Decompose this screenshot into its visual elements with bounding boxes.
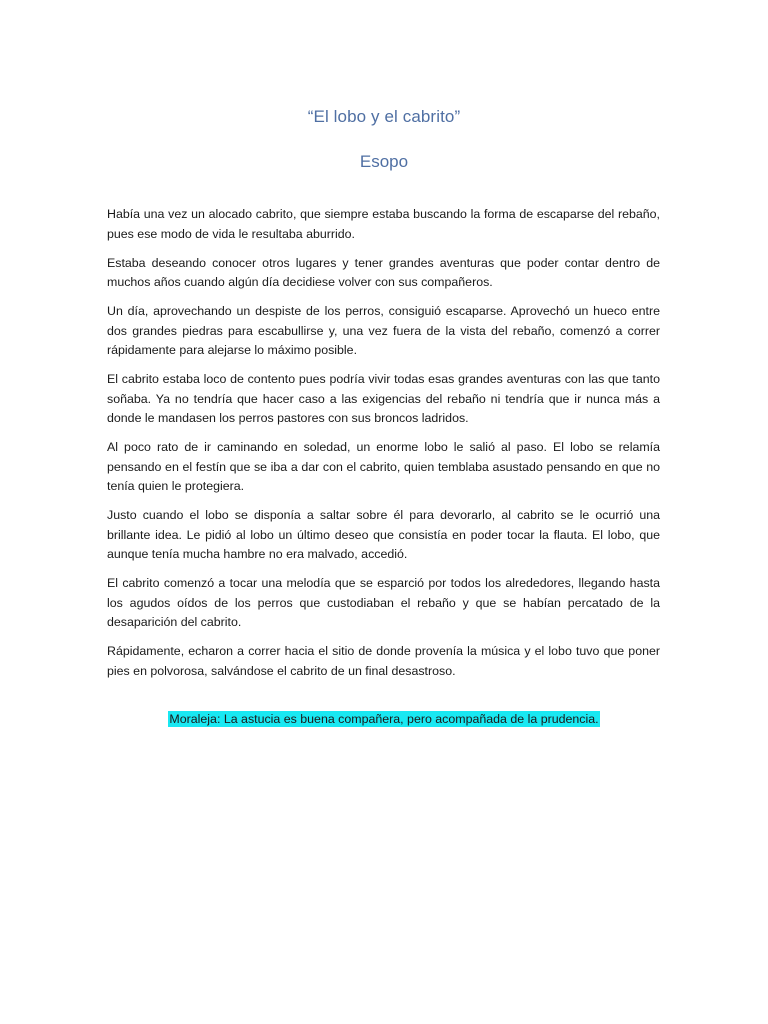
paragraph: Al poco rato de ir caminando en soledad, un enorme lobo le salió al paso. El lobo se relamía pensando en el festín que se iba a dar con el cabrito, quien temblaba asustado pensando en que no tenía quien le protegiera.	[107, 440, 660, 493]
paragraph: Rápidamente, echaron a correr hacia el sitio de donde provenía la música y el lobo tuvo que poner pies en polvorosa, salvándose el cabrito de un final desastroso.	[107, 644, 660, 678]
paragraph: Estaba deseando conocer otros lugares y tener grandes aventuras que poder contar dentro de muchos años cuando algún día decidiese volver con sus compañeros.	[107, 255, 660, 289]
paragraph: El cabrito comenzó a tocar una melodía que se esparció por todos los alrededores, llegando hasta los agudos oídos de los perros que custodiaban el rebaño y que se habían percatado de la desaparición del cabrito.	[107, 576, 660, 629]
story-title: “El lobo y el cabrito”	[307, 107, 461, 126]
moral-line	[0, 710, 768, 729]
paragraph: Había una vez un alocado cabrito, que siempre estaba buscando la forma de escaparse del rebaño, pues ese modo de vida le resultaba aburrido.	[107, 207, 660, 241]
story-body	[107, 205, 660, 691]
story-author: Esopo	[359, 152, 409, 171]
moral-highlighted-text: Moraleja: La astucia es buena compañera, pero acompañada de la prudencia.	[169, 712, 599, 726]
paragraph: El cabrito estaba loco de contento pues podría vivir todas esas grandes aventuras con las que tanto soñaba. Ya no tendría que hacer caso a las exigencias del rebaño ni tendría que ir nunca más a donde le mandasen los perros pastores con sus broncos ladridos.	[107, 372, 660, 425]
paragraph: Un día, aprovechando un despiste de los perros, consiguió escaparse. Aprovechó un hueco entre dos grandes piedras para escabullirse y, una vez fuera de la vista del rebaño, comenzó a correr rápidamente para alejarse lo máximo posible.	[107, 304, 660, 357]
paragraph: Justo cuando el lobo se disponía a saltar sobre él para devorarlo, al cabrito se le ocurrió una brillante idea. Le pidió al lobo un último deseo que consistía en poder tocar la flauta. El lobo, que aunque tenía mucha hambre no era malvado, accedió.	[107, 508, 660, 561]
